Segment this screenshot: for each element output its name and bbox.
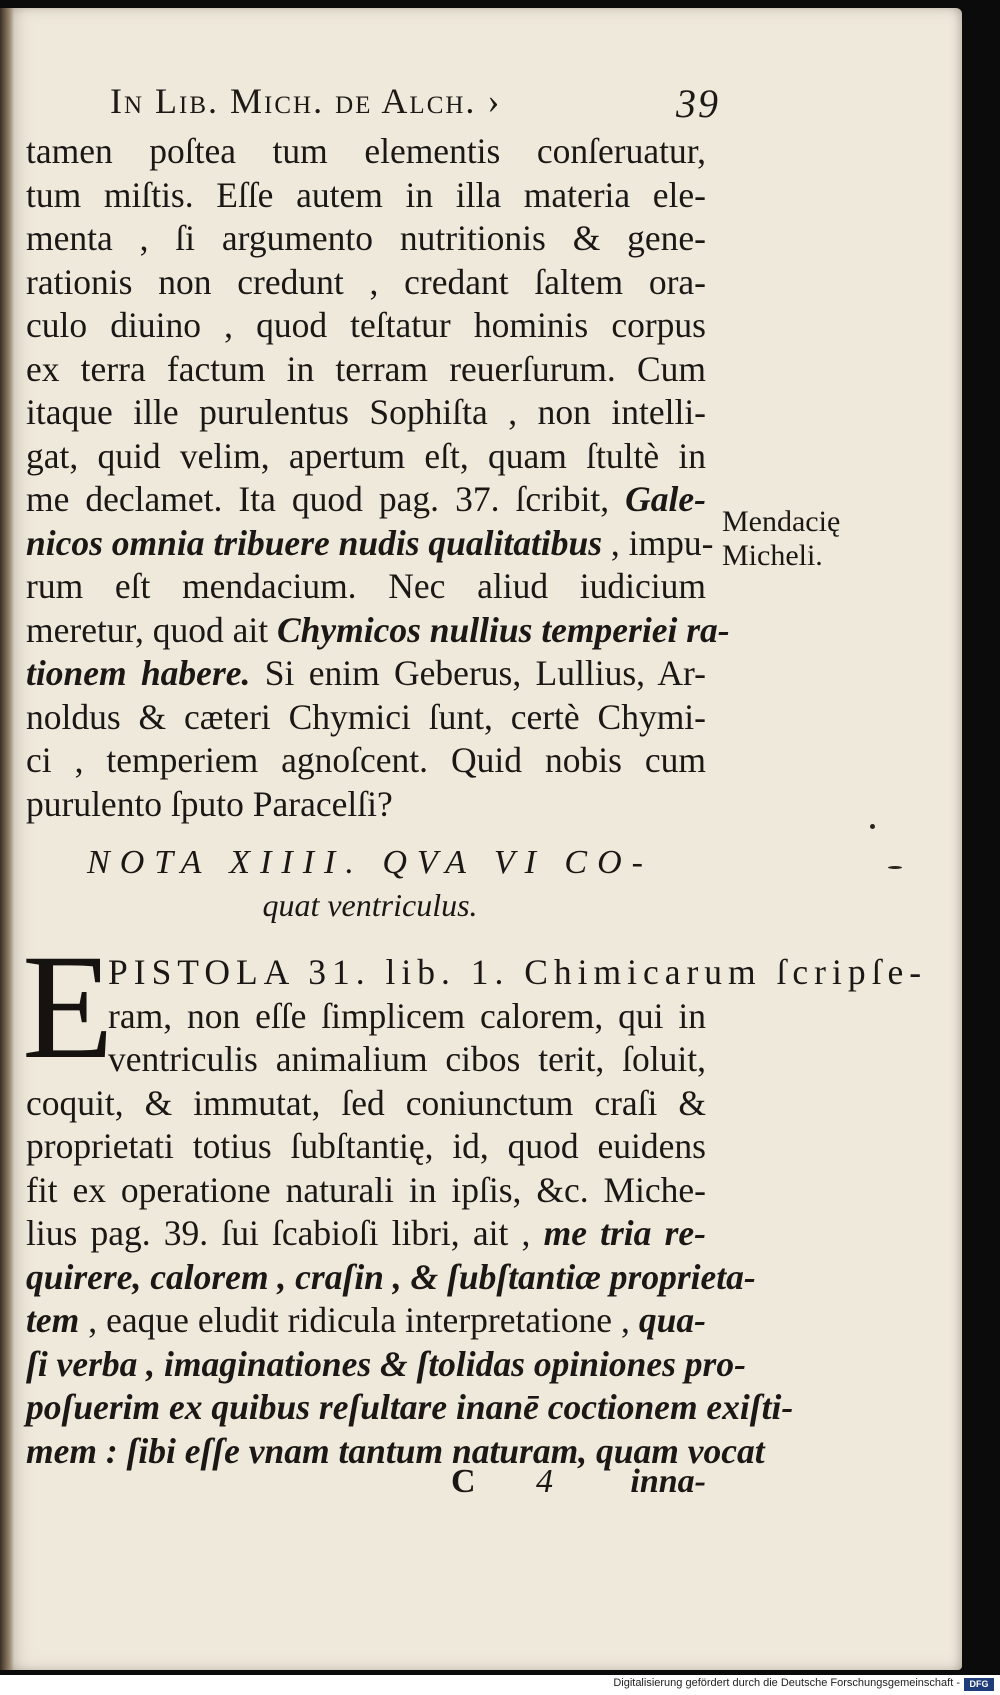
paragraph-1 <box>26 130 730 826</box>
roman-segment: meretur, quod ait <box>26 609 277 650</box>
roman-segment: culo diuino , quod teſtatur hominis corpus <box>26 305 706 345</box>
text-line <box>26 1082 706 1126</box>
digitization-footer <box>0 1675 1000 1695</box>
italic-segment: mem : ſibi eſſe vnam tantum naturam, quam vocat <box>26 1430 765 1471</box>
text-line <box>26 391 706 435</box>
italic-segment: Chymicos nullius temperiei ra- <box>276 609 730 650</box>
roman-segment: tum miſtis. Eſſe autem in illa materia ele- <box>26 174 706 215</box>
italic-segment: poſuerim ex quibus reſultare inanē coctionem exiſti- <box>26 1387 794 1427</box>
marginal-note-line-1: Mendacię <box>722 505 841 538</box>
roman-segment: lius pag. 39. ſui ſcabioſi libri, ait , <box>26 1213 544 1253</box>
text-line <box>26 1386 794 1430</box>
roman-segment: fit ex operatione naturali in ipſis, &c. Miche- <box>26 1169 706 1210</box>
text-line <box>26 696 706 740</box>
roman-segment: itaque ille purulentus Sophiſta , non intelli- <box>26 392 706 432</box>
roman-segment: noldus & cæteri Chymici ſunt, certè Chymi- <box>26 696 706 737</box>
roman-segment: , eaque eludit ridicula interpretatione , <box>79 1300 639 1340</box>
text-line <box>26 609 730 653</box>
ink-speck <box>888 866 902 869</box>
text-line <box>26 1038 706 1082</box>
catchline <box>26 1463 706 1507</box>
text-line <box>26 174 706 218</box>
running-title: In Lib. Mich. de Alch. › <box>110 81 502 121</box>
footer-credit: Digitalisierung gefördert durch die Deutsche Forschungsgemeinschaft - <box>613 1677 960 1689</box>
book-page <box>0 8 962 1670</box>
section-heading-line-2: quat ventriculus. <box>262 887 478 923</box>
roman-segment: , impu- <box>602 522 714 563</box>
roman-segment: proprietati totius ſubſtantię, id, quod euidens <box>26 1126 706 1166</box>
catchword: inna- <box>630 1463 706 1500</box>
roman-segment: ci , temperiem agnoſcent. Quid nobis cum <box>26 740 706 780</box>
roman-segment: rum eſt mendacium. Nec aliud iudicium <box>26 566 706 606</box>
marginal-note-line-2: Micheli. <box>722 539 823 572</box>
text-line <box>26 261 706 305</box>
roman-segment: me declamet. Ita quod pag. 37. ſcribit, <box>26 479 626 519</box>
italic-segment: Gale- <box>625 479 706 519</box>
text-line <box>26 565 706 609</box>
roman-segment: PISTOLA 31. lib. 1. Chimicarum ſcripſe- <box>108 952 928 992</box>
text-line <box>26 1212 706 1256</box>
roman-segment: rationis non credunt , credant ſaltem ora- <box>26 261 706 302</box>
text-line <box>26 522 714 566</box>
italic-segment: tem <box>26 1300 80 1340</box>
text-line <box>26 995 706 1039</box>
text-line <box>26 1256 756 1300</box>
roman-segment: coquit, & immutat, ſed coniunctum craſi & <box>26 1082 706 1123</box>
ink-speck <box>870 824 875 829</box>
text-line <box>26 435 706 479</box>
text-line <box>26 130 706 174</box>
italic-segment: me tria re- <box>543 1213 706 1253</box>
dfg-logo: DFG <box>964 1678 994 1691</box>
italic-segment: qua- <box>638 1300 706 1340</box>
text-line <box>26 1169 706 1213</box>
signature-mark: C <box>451 1463 476 1500</box>
text-line <box>26 348 706 392</box>
drop-capital: E <box>22 924 114 1090</box>
roman-segment: ventriculis animalium cibos terit, ſoluit, <box>108 1039 706 1079</box>
text-line <box>26 951 928 995</box>
text-line <box>26 652 706 696</box>
roman-segment: gat, quid velim, apertum eſt, quam ſtultè in <box>26 435 706 476</box>
italic-segment: ſi verba , imaginationes & ſtolidas opiniones pro- <box>26 1343 746 1384</box>
text-line <box>26 1343 746 1387</box>
marginal-note <box>722 505 872 573</box>
roman-segment: Si enim Geberus, Lullius, Ar- <box>250 653 706 693</box>
text-line <box>26 783 706 827</box>
text-line <box>26 739 706 783</box>
text-line <box>26 304 706 348</box>
roman-segment: menta , ſi argumento nutritionis & gene- <box>26 218 706 258</box>
text-line <box>26 1299 706 1343</box>
paragraph-2 <box>26 951 928 1473</box>
italic-segment: nicos omnia tribuere nudis qualitatibus <box>26 522 603 563</box>
text-line <box>26 1125 706 1169</box>
section-heading <box>60 841 680 925</box>
page-gutter-shadow <box>0 8 14 1670</box>
section-heading-line-1: NOTA XIIII. QVA VI CO- <box>87 844 653 881</box>
running-head <box>110 80 720 128</box>
italic-segment: tionem habere. <box>26 653 251 693</box>
roman-segment: tamen poſtea tum elementis conſeruatur, <box>26 131 706 171</box>
signature-number: 4 <box>536 1463 553 1500</box>
page-number: 39 <box>676 81 720 126</box>
roman-segment: purulento ſputo Paracelſi? <box>26 783 393 824</box>
roman-segment: ram, non eſſe ſimplicem calorem, qui in <box>108 995 706 1036</box>
text-line <box>26 478 706 522</box>
italic-segment: quirere, calorem , craſin , & ſubſtantiæ proprieta- <box>26 1256 756 1297</box>
roman-segment: ex terra factum in terram reuerſurum. Cum <box>26 348 706 389</box>
text-line <box>26 217 706 261</box>
